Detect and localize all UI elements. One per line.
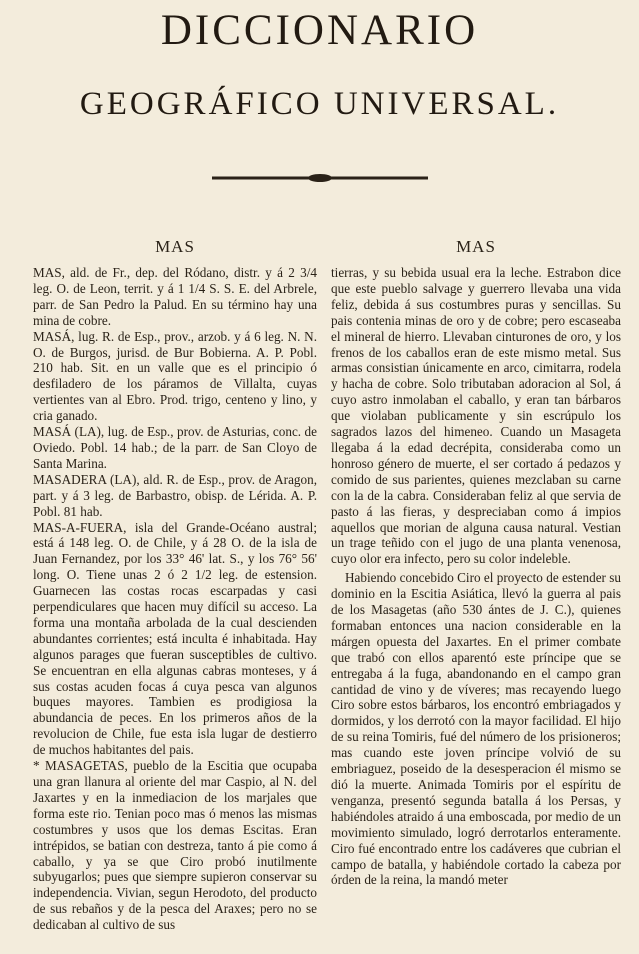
entry-mas-a-fuera: MAS-A-FUERA, isla del Grande-Océano austral; está á 148 leg. O. de Chile, y á 28 O. de la isla de Juan Fernandez, por los 33° 46' lat. S., y los 76° 56' long. O. Tiene unas 2 ó 2 1/2 leg. de estension. Guarnecen las costas rocas escarpadas y casi perpendiculares que hacen muy difícil su acceso. La forma una montaña arbolada de la cual descienden abundantes corrientes; está inculta é inhabitada. Hay algunos parages que fueran susceptibles de cultivo. Se encuentran en ella algunas cabras monteses, y á sus costas acuden focas á cuya pesca van algunos buques mayores. Tambien es prodigiosa la abundancia de peces. En los primeros años de la revolucion de Chile, fue esta isla lugar de destierro de muchos habitantes del pais. (33, 519, 317, 758)
entry-masadera: MASADERA (LA), ald. R. de Esp., prov. de Aragon, part. y á 3 leg. de Barbastro, obisp. de Lérida. A. P. Pobl. 81 hab. (33, 471, 317, 519)
ornament-rule (0, 170, 639, 186)
right-column-heading: MAS (456, 237, 496, 256)
page-subtitle: GEOGRÁFICO UNIVERSAL. (79, 86, 560, 122)
entry-masagetas: * MASAGETAS, pueblo de la Escitia que ocupaba una gran llanura al oriente del mar Caspio, al N. del Jaxartes y en la inmediacion de los marjales que forma este rio. Tenian poco mas ó menos las mismas costumbres y usos que los demas Escitas. Eran intrépidos, se batian con destreza, tanto á pie como á caballo, y ya se que Ciro probó inutilmente subyugarlos; pues que siempre supieron conservar su independencia. Vivian, segun Herodoto, del producto de sus rebaños y de la pesca del Araxes; pero no se dedicaban al cultivo de sus (33, 758, 317, 933)
entry-masa: MASÁ, lug. R. de Esp., prov., arzob. y á 6 leg. N. N. O. de Burgos, jurisd. de Bur Bobierna. A. P. Pobl. 210 hab. Sit. en un valle que es el principio ó desfiladero de los páramos de Villalta, cuyas vertientes van al Ebro. Prod. trigo, centeno y lino, y cria ganado. (33, 328, 317, 424)
right-column (331, 238, 621, 888)
entry-masa-la: MASÁ (LA), lug. de Esp., prov. de Asturias, conc. de Oviedo. Pobl. 14 hab.; de la parr. de San Cloyo de Santa Marina. (33, 424, 317, 471)
entry-continuation: tierras, y su bebida usual era la leche. Estrabon dice que este pueblo salvage y guerrero llevaba una vida feliz, debida á sus costumbres puras y sencillas. Su pais contenia minas de oro y de cobre; pero escaseaba el mineral de hierro. Llevaban cinturones de oro, y los frenos de los caballos eran de este mismo metal. Sus armas consistian únicamente en arco, cimitarra, rodela y hacha de cobre. Solo tributaban adoracion al Sol, á cuyo astro inmolaban el caballo, y eran tan bárbaros que violaban publicamente y sin escrúpulo los sagrados lazos del himeneo. Cuando un Masageta llegaba á la edad decrépita, consideraba como un honroso género de muerte, el ser cortado á pedazos y comido de sus parientes, quienes mezclaban su carne con la de la cabra. Consideraban feliz al que servia de pasto á las fieras, y despreciaban como á impios aquellos que morian de alguna causa natural. Vestian un trage teñido con el jugo de una planta venenosa, cuyo olor era infecto, pero su color indeleble. (331, 265, 621, 567)
page-title: DICCIONARIO (160, 7, 479, 54)
left-column-heading: MAS (155, 237, 195, 256)
entry-mas: MAS, ald. de Fr., dep. del Ródano, distr. y á 2 3/4 leg. O. de Leon, territ. y á 1 1/4 S. S. E. del Arbrele, parr. de San Pedro la Palud. En su término hay una mina de cobre. (33, 265, 317, 328)
left-column (33, 238, 317, 933)
entry-paragraph: Habiendo concebido Ciro el proyecto de estender su dominio en la Escitia Asiática, llevó la guerra al pais de los Masagetas (año 530 ántes de J. C.), quienes formaban entonces una nacion considerable en la márgen opuesta del Jaxartes. En el primer combate que trabó con ellos aparentó este príncipe que se entregaba á la fuga, abandonando en el campo gran cantidad de vino y de víveres; mas recayendo luego Ciro sobre estos bárbaros, los encontró embriagados y dormidos, y los derrotó con la mayor facilidad. El hijo de su reina Tomiris, fué del número de los prisioneros; mas cuando este joven príncipe volvió de su embriaguez, poseido de la desesperacion él mismo se dió la muerte. Animada Tomiris por el espíritu de venganza, presentó segunda batalla á los Persas, y habiéndoles atraido á una emboscada, por medio de un movimiento simulado, logró derrotarlos enteramente. Ciro fué encontrado entre los cadáveres que cubrian el campo de batalla, y habiéndole cortado la cabeza por órden de la reina, la mandó meter (331, 570, 621, 888)
